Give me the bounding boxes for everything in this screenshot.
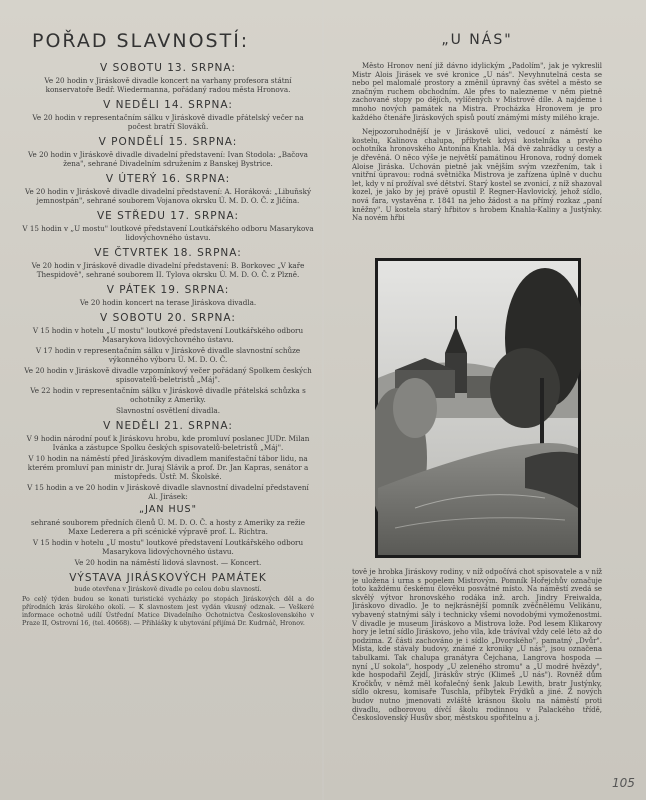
program-column	[22, 24, 314, 630]
play-details	[22, 518, 314, 567]
program-event: Ve 20 hodin v representačním sálku v Jiráskově divadle přátelský večer na počest bratří Slováků.	[32, 113, 304, 131]
program-day-heading: V PONDĚLÍ 15. SRPNA:	[98, 136, 238, 148]
play-detail-line: V 15 hodin v hotelu „U mostu" loutkové představení Loutkářského odboru Masarykova lidovýchovného ústavu.	[32, 538, 304, 556]
program-days	[22, 62, 314, 501]
article-column	[352, 24, 602, 236]
article-paragraph-2-bottom: tově je hrobka Jiráskovy rodiny, v níž odpočívá chot spisovatele a v níž je uložena i urna s popelem Mistrovým. Pomník Hořejchův označuje toto každému českému člověku posvátné místo. Na náměstí zvedá se skvělý výtvor hronovského rodáka inž. arch. Jindry Freiwalda, Jiráskovo divadlo. Je to nejkrásnější pomník zvěčnělému Velikánu, vybavený statnými sály i technicky všemi novodobými vymoženostmi. V divadle je museum Jiráskovo a Mistrova lože. Pod lesem Klikarovy hory je letní sídlo Jiráskovo, jeho vila, kde trávíval vždy celé léto až do podzima. Z části zachováno je i sídlo „Dvorského", pamatný „Dvůr". Místa, kde stávaly budovy, známé z kroniky „U nás", jsou označena tabulkami. Tak chalupa granátyra Čejchana, Langrova hospoda — nyní „U sokola", hospody „U zeleného stromu" a „U modré hvězdy", kde hospodařil Zejdl, Jiráskův strýc (Klimeš „U nás"). Rovněž dům Kročkův, v němž měl kořalečný šenk Jakub Lewith, bratr Justýnky, sídlo okresu, komisaře Tuschla, příbytek Frýdků a jiné. Z nových budov nutno jmenovati zvláště krásnou školu na náměstí proti divadlu, odborovou dívčí školu rodinnou v Palackého třídě, Československý Husův sbor, městskou spořitelnu a j.	[352, 568, 602, 723]
exhibition-text: Po celý týden budou se konati turistické vycházky po stopách Jiráskových děl a do přírodních krás širokého okolí. — K slavnostem jest vydán vkusný odznak. — Veškeré informace ochotně udílí Ústřední Matice Divadelního Ochotnictva Československého v Praze II, Ostrovní 16, (tel. 40668). — Přihlášky k ubytování přijímá Dr. Kudrnáč, Hronov.	[22, 596, 314, 627]
program-day-heading: V PÁTEK 19. SRPNA:	[106, 284, 230, 296]
program-event: V 15 hodin v hotelu „U mostu" loutkové představení Loutkářského odboru Masarykova lidovýchovného ústavu.	[32, 326, 304, 344]
play-title: „JAN HUS"	[139, 504, 197, 515]
article-continuation	[352, 568, 602, 794]
program-event: Ve 20 hodin koncert na terase Jiráskova divadla.	[79, 298, 257, 307]
program-event: Ve 20 hodin v Jiráskově divadle divadelní představení: Ivan Stodola: „Bačova žena", sehrané Divadelním sdružením z Banskej Bystrice.	[28, 150, 308, 168]
program-day-heading: V SOBOTU 20. SRPNA:	[100, 312, 236, 324]
play-detail-line: Ve 20 hodin na náměstí lidová slavnost. — Koncert.	[74, 558, 262, 567]
program-title: POŘAD SLAVNOSTÍ:	[32, 30, 250, 52]
exhibition-subtitle: bude otevřena v Jiráskově divadle po celou dobu slavností.	[74, 586, 262, 593]
program-day-heading: VE STŘEDU 17. SRPNA:	[97, 210, 239, 222]
program-event: V 10 hodin na náměstí před Jiráskovým divadlem manifestační tábor lidu, na kterém promluví pan ministr dr. Juraj Slávik a prof. Dr. Jan Kapras, senátor a místopředs. Ústř. M. Školské.	[27, 454, 309, 481]
program-event: V 15 hodin v „U mostu" loutkové představení Loutkářského odboru Masarykova lidovýchovného ústavu.	[22, 224, 314, 242]
program-day-heading: V SOBOTU 13. SRPNA:	[100, 62, 236, 74]
paper-fold	[322, 0, 324, 800]
program-event: V 17 hodin v representačním sálku v Jiráskově divadle slavnostní schůze výkonného výboru Ú. M. D. O. Č.	[35, 346, 301, 364]
program-event: Ve 20 hodin v Jiráskově divadle divadelní představení: A. Horáková: „Libuňský jemnostpán", sehrané souborem Vojanova okrsku Ú. M. D. O. Č. z Jičína.	[24, 187, 312, 205]
program-day-heading: V ÚTERÝ 16. SRPNA:	[105, 173, 231, 185]
program-event: Ve 20 hodin v Jiráskově divadle koncert na varhany profesora státní konservatoře Bedř. Wiedermanna, pořádaný radou města Hronova.	[44, 76, 292, 94]
article-paragraph-1: Město Hronov není již dávno idylickým „Padolím", jak je vykreslil Mistr Alois Jirásek ve své kronice „U nás". Nevyhnutelná cesta se nebo pel malomalé prostory a změnil úpravný čas světel a město se značným ruchem obchodním. Ale přes to nalezneme v něm pietně zachované stopy po dějích, vylíčených v Mistrově díle. A najdeme i mnoho nových památek na Mistra. Procházka Hronovem je pro každého čtenáře Jiráskových spisů poutí známými místy milého kraje.	[352, 62, 602, 122]
article-paragraph-2-top: Nejpozoruhodnější je v Jiráskově ulici, vedoucí z náměstí ke kostelu, Kalinova chalupa, příbytek kdysi kostelníka a prvého ochotníka hronovského Antonína Knahla. Má dvě zahrádky u cesty a je dřevěná. O něco výše je největší památinou Hronova, rodný domek Aloise Jiráska. Uchován pietně jak vnějším svým vzezřením, tak i vnitřní úpravou: rodná světnička Mistrova je zařízena úplně v duchu let, kdy v ní prožíval své dětství. Starý kostel se zvonicí, z níž shazoval kozel, je jako by jej právě opustil P. Regner-Havlovický, jehož sídlo, nová fara, vystavěna r. 1841 na jeho žádost a na přímý rozkaz „paní kněžny". U kostela starý hřbitov s hrobem Knahla-Kaliny a Justýnky. Na novém hřbi	[352, 128, 602, 223]
program-event: V 9 hodin národní pouť k Jiráskovu hrobu, kde promluví poslanec JUDr. Milan Ivánka a zástupce Spolku českých spisovatelů-beletristů „Máj".	[26, 434, 310, 452]
program-day-heading: VE ČTVRTEK 18. SRPNA:	[94, 247, 242, 259]
program-event: Ve 20 hodin v Jiráskově divadle divadelní představení: B. Borkovec „V kaře Thespidově", sehrané souborem II. Tylova okrsku Ú. M. D. O. Č. z Plzně.	[31, 261, 305, 279]
program-day-heading: V NEDĚLI 21. SRPNA:	[103, 420, 233, 432]
exhibition-title: VÝSTAVA JIRÁSKOVÝCH PAMÁTEK	[69, 572, 267, 584]
article-title: „U NÁS"	[441, 32, 513, 48]
program-event: Ve 20 hodin v Jiráskově divadle vzpomínkový večer pořádaný Spolkem českých spisovatelů-beletristů „Máj".	[24, 366, 312, 384]
program-event: Ve 22 hodin v representačním sálku v Jiráskově divadle přátelská schůzka s ochotníky z Ameriky.	[30, 386, 306, 404]
church-photo	[375, 258, 581, 558]
program-event: V 15 hodin a ve 20 hodin v Jiráskově divadle slavnostní divadelní představení Al. Jirásek:	[27, 483, 309, 501]
program-day-heading: V NEDĚLI 14. SRPNA:	[103, 99, 233, 111]
program-event: Slavnostní osvětlení divadla.	[115, 406, 220, 415]
play-detail-line: sehrané souborem předních členů Ú. M. D. O. Č. a hosty z Ameriky za režie Maxe Lederera a při scénické výpravě prof. L. Richtra.	[30, 518, 306, 536]
page-number: 105	[612, 776, 635, 790]
